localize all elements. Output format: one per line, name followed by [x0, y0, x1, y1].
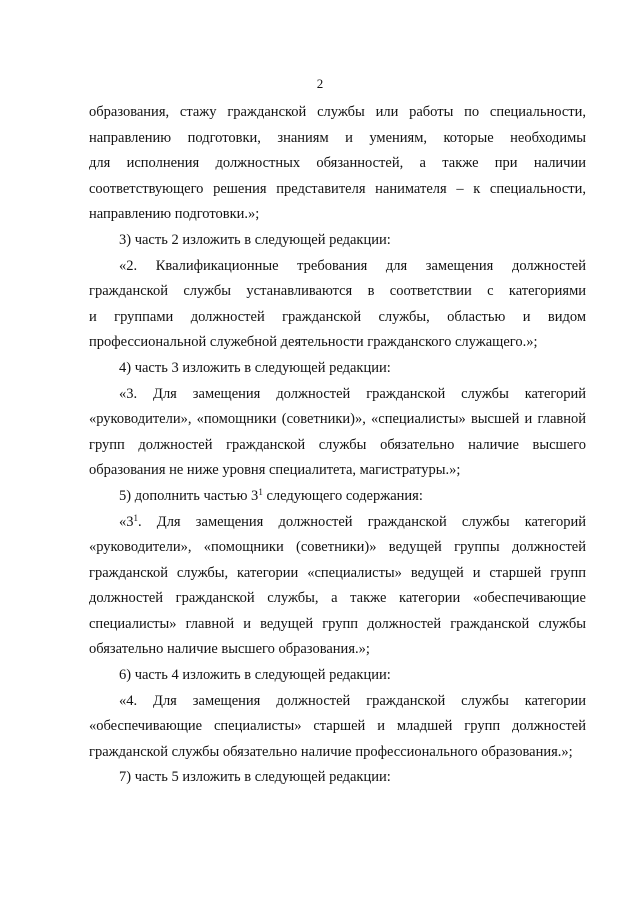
text-line-content: «3	[119, 513, 134, 530]
document-body	[89, 100, 586, 791]
text-line-content: «руководители», «помощники (советники)» ведущей группы должностей	[89, 539, 586, 556]
text-line	[89, 100, 586, 126]
text-line	[89, 330, 586, 356]
text-line-content: 3) часть 2 изложить в следующей редакции:	[119, 231, 391, 248]
text-line	[89, 586, 586, 612]
text-line-content: «руководители», «помощники (советники)», «специалисты» высшей и главной	[89, 411, 586, 428]
text-line-content: должностей гражданской службы, а также категории «обеспечивающие	[89, 590, 586, 607]
text-line	[89, 484, 586, 510]
text-line-content: образования, стажу гражданской службы или работы по специальности,	[89, 104, 586, 120]
text-line	[89, 458, 586, 484]
text-line	[89, 177, 586, 203]
text-line	[89, 433, 586, 459]
superscript: 1	[258, 486, 263, 497]
text-line-content: для исполнения должностных обязанностей, а также при наличии	[89, 155, 586, 172]
text-line-content: и группами должностей гражданской службы, областью и видом	[89, 308, 586, 325]
text-line	[89, 356, 586, 382]
text-line-continuation: . Для замещения должностей гражданской службы категорий	[138, 513, 586, 530]
text-line-content: 6) часть 4 изложить в следующей редакции:	[119, 667, 391, 684]
text-line	[89, 126, 586, 152]
text-line	[89, 510, 586, 536]
text-line-content: групп должностей гражданской службы обязательно наличие высшего	[89, 436, 586, 453]
text-line-content: гражданской службы обязательно наличие профессионального образования.»;	[89, 743, 573, 760]
text-line-content: 4) часть 3 изложить в следующей редакции:	[119, 359, 391, 376]
text-line	[89, 663, 586, 689]
text-line-content: направлению подготовки.»;	[89, 206, 260, 223]
text-line	[89, 637, 586, 663]
page-number: 2	[316, 76, 324, 91]
text-line-content: «обеспечивающие специалисты» старшей и младшей групп должностей	[89, 718, 586, 735]
text-line-content: гражданской службы устанавливаются в соответствии с категориями	[89, 283, 586, 300]
text-line-content: «2. Квалификационные требования для замещения должностей	[119, 257, 586, 274]
text-line	[89, 305, 586, 331]
text-line-content: специалисты» главной и ведущей групп должностей гражданской службы	[89, 615, 586, 632]
text-line	[89, 561, 586, 587]
text-line	[89, 228, 586, 254]
text-line-content: 5) дополнить частью 3	[119, 487, 259, 504]
text-line	[89, 151, 586, 177]
text-line-content: соответствующего решения представителя нанимателя – к специальности,	[89, 180, 586, 197]
text-line-content: «3. Для замещения должностей гражданской службы категорий	[119, 385, 586, 402]
text-line-content: профессиональной служебной деятельности гражданского служащего.»;	[89, 334, 538, 351]
text-line	[89, 254, 586, 280]
superscript: 1	[133, 512, 138, 523]
text-line	[89, 689, 586, 715]
text-line	[89, 279, 586, 305]
text-line	[89, 740, 586, 766]
text-line	[89, 714, 586, 740]
text-line	[89, 202, 586, 228]
text-line	[89, 612, 586, 638]
text-line	[89, 535, 586, 561]
text-line-content: обязательно наличие высшего образования.»;	[89, 641, 370, 658]
text-line	[89, 407, 586, 433]
text-line	[89, 382, 586, 408]
text-line	[89, 765, 586, 791]
text-line-continuation: следующего содержания:	[262, 487, 423, 504]
text-line-content: образования не ниже уровня специалитета, магистратуры.»;	[89, 462, 461, 479]
text-line-content: 7) часть 5 изложить в следующей редакции:	[119, 769, 391, 786]
text-line-content: «4. Для замещения должностей гражданской службы категории	[119, 692, 586, 709]
text-line-content: гражданской службы, категории «специалисты» ведущей и старшей групп	[89, 564, 586, 581]
text-line-content: направлению подготовки, знаниям и умениям, которые необходимы	[89, 129, 586, 146]
